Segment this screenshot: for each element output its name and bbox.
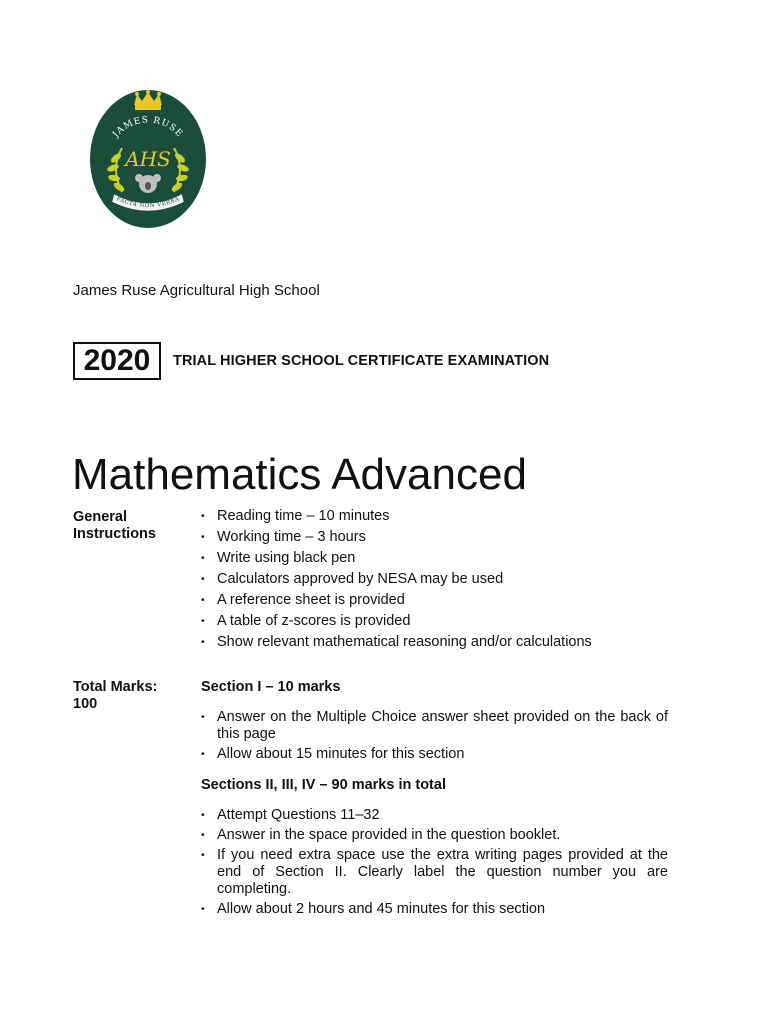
general-instructions-label: General Instructions <box>73 509 156 542</box>
list-item: • Allow about 2 hours and 45 minutes for this section <box>201 901 668 918</box>
list-item: • Write using black pen <box>201 550 671 567</box>
crest-motto: FACTA NON VERBA <box>115 196 181 210</box>
list-item: • If you need extra space use the extra writing pages provided at the end of Section II. Clearly label the question number you are completing. <box>201 847 668 898</box>
list-item: • Working time – 3 hours <box>201 529 671 546</box>
section-2-4-list <box>201 807 668 918</box>
subject-title: Mathematics Advanced <box>72 450 527 500</box>
exam-title: TRIAL HIGHER SCHOOL CERTIFICATE EXAMINATION <box>173 353 550 369</box>
section-2-4 <box>201 777 668 921</box>
general-instructions-list <box>201 508 671 655</box>
section-2-4-heading: Sections II, III, IV – 90 marks in total <box>201 777 446 793</box>
total-marks-value: 100 <box>73 696 98 712</box>
section-1-heading: Section I – 10 marks <box>201 679 341 695</box>
crown-icon <box>134 90 162 110</box>
exam-year: 2020 <box>73 342 161 380</box>
list-item: • Attempt Questions 11–32 <box>201 807 668 824</box>
list-item: • Show relevant mathematical reasoning and/or calculations <box>201 634 671 651</box>
school-crest-logo <box>88 88 208 230</box>
crest-monogram: AHS <box>125 147 171 171</box>
total-marks-label: Total Marks: 100 <box>73 679 158 712</box>
list-item: • Calculators approved by NESA may be used <box>201 571 671 588</box>
list-item: • A table of z-scores is provided <box>201 613 671 630</box>
section-1 <box>201 679 668 766</box>
list-item: • Reading time – 10 minutes <box>201 508 671 525</box>
exam-header <box>73 342 549 380</box>
list-item: • A reference sheet is provided <box>201 592 671 609</box>
list-item: • Answer on the Multiple Choice answer sheet provided on the back of this page <box>201 709 668 743</box>
school-name: James Ruse Agricultural High School <box>73 282 320 299</box>
crest-top-text: JAMES RUSE <box>111 115 185 140</box>
list-item: • Allow about 15 minutes for this section <box>201 746 668 763</box>
list-item: • Answer in the space provided in the question booklet. <box>201 827 668 844</box>
section-1-list <box>201 709 668 763</box>
